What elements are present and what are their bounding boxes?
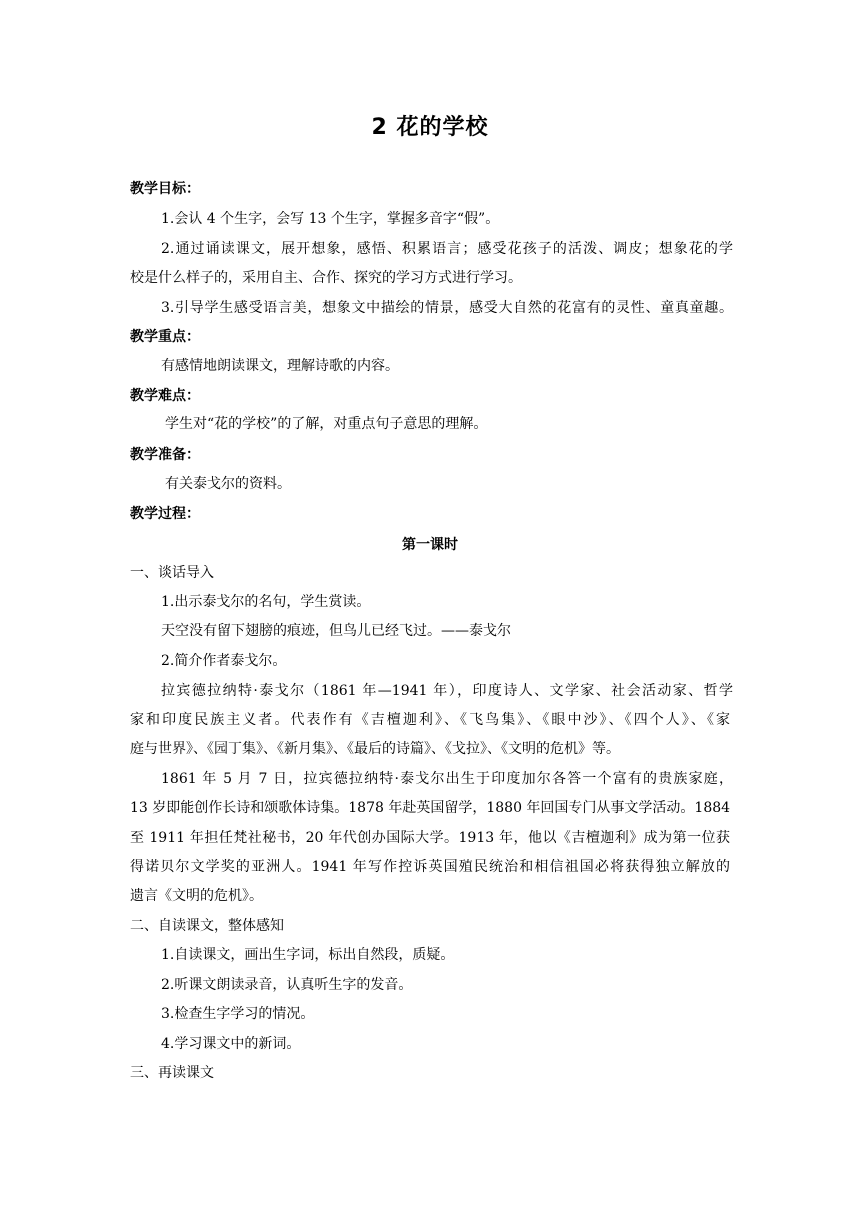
part-2-item-1: 1.自读课文，画出生字词，标出自然段，质疑。: [161, 947, 455, 963]
part-1-quote: 天空没有留下翅膀的痕迹，但鸟儿已经飞过。——泰戈尔: [161, 623, 511, 639]
bio-paragraph-1-line-2: 家和印度民族主义者。代表作有《吉檀迦利》、《飞鸟集》、《眼中沙》、《四个人》、《家: [130, 712, 730, 728]
goal-item-2-line-1: 2.通过诵读课文，展开想象，感悟、积累语言；感受花孩子的活泼、调皮；想象花的学: [161, 241, 733, 257]
part-1-heading: 一、谈话导入: [130, 565, 214, 581]
preparation-text: 有关泰戈尔的资料。: [165, 476, 291, 492]
key-points-heading: 教学重点：: [130, 329, 200, 345]
part-3-heading: 三、再读课文: [130, 1065, 214, 1081]
bio-paragraph-2-line-2: 13 岁即能创作长诗和颂歌体诗集。1878 年赴英国留学，1880 年回国专门从事文学活动。1884: [130, 800, 731, 816]
bio-paragraph-2-line-3: 至 1911 年担任梵社秘书，20 年代创办国际大学。1913 年，他以《吉檀迦利》成为第一位获: [130, 830, 730, 846]
goal-item-3: 3.引导学生感受语言美，想象文中描绘的情景，感受大自然的花富有的灵性、童真童趣。: [161, 300, 733, 316]
part-1-item-2: 2.简介作者泰戈尔。: [161, 653, 287, 669]
key-points-text: 有感情地朗读课文，理解诗歌的内容。: [161, 358, 399, 374]
part-2-heading: 二、自读课文，整体感知: [130, 918, 284, 934]
part-2-item-4: 4.学习课文中的新词。: [161, 1036, 301, 1052]
bio-paragraph-2-line-5: 遗言《文明的危机》。: [130, 888, 263, 904]
lesson-1-heading: 第一课时: [402, 537, 458, 553]
goals-heading: 教学目标：: [130, 181, 200, 197]
difficult-points-text: 学生对“花的学校”的了解，对重点句子意思的理解。: [165, 416, 488, 432]
bio-paragraph-2-line-1: 1861 年 5 月 7 日，拉宾德拉纳特·泰戈尔出生于印度加尔各答一个富有的贵族家庭，: [161, 771, 733, 787]
part-2-item-3: 3.检查生字学习的情况。: [161, 1006, 315, 1022]
page-title: 2 花的学校: [371, 115, 489, 140]
bio-paragraph-2-line-4: 得诺贝尔文学奖的亚洲人。1941 年写作控诉英国殖民统治和相信祖国必将获得独立解放的: [130, 859, 730, 875]
preparation-heading: 教学准备：: [130, 447, 200, 463]
goal-item-2-line-2: 校是什么样子的，采用自主、合作、探究的学习方式进行学习。: [130, 270, 522, 286]
bio-paragraph-1-line-1: 拉宾德拉纳特·泰戈尔（1861 年—1941 年），印度诗人、文学家、社会活动家、哲学: [161, 683, 733, 699]
bio-paragraph-1-line-3: 庭与世界》、《园丁集》、《新月集》、《最后的诗篇》、《戈拉》、《文明的危机》等。: [130, 741, 620, 757]
process-heading: 教学过程：: [130, 506, 200, 522]
difficult-points-heading: 教学难点：: [130, 388, 200, 404]
part-1-item-1: 1.出示泰戈尔的名句，学生赏读。: [161, 594, 371, 610]
goal-item-1: 1.会认 4 个生字，会写 13 个生字，掌握多音字“假”。: [161, 211, 500, 227]
part-2-item-2: 2.听课文朗读录音，认真听生字的发音。: [161, 977, 413, 993]
